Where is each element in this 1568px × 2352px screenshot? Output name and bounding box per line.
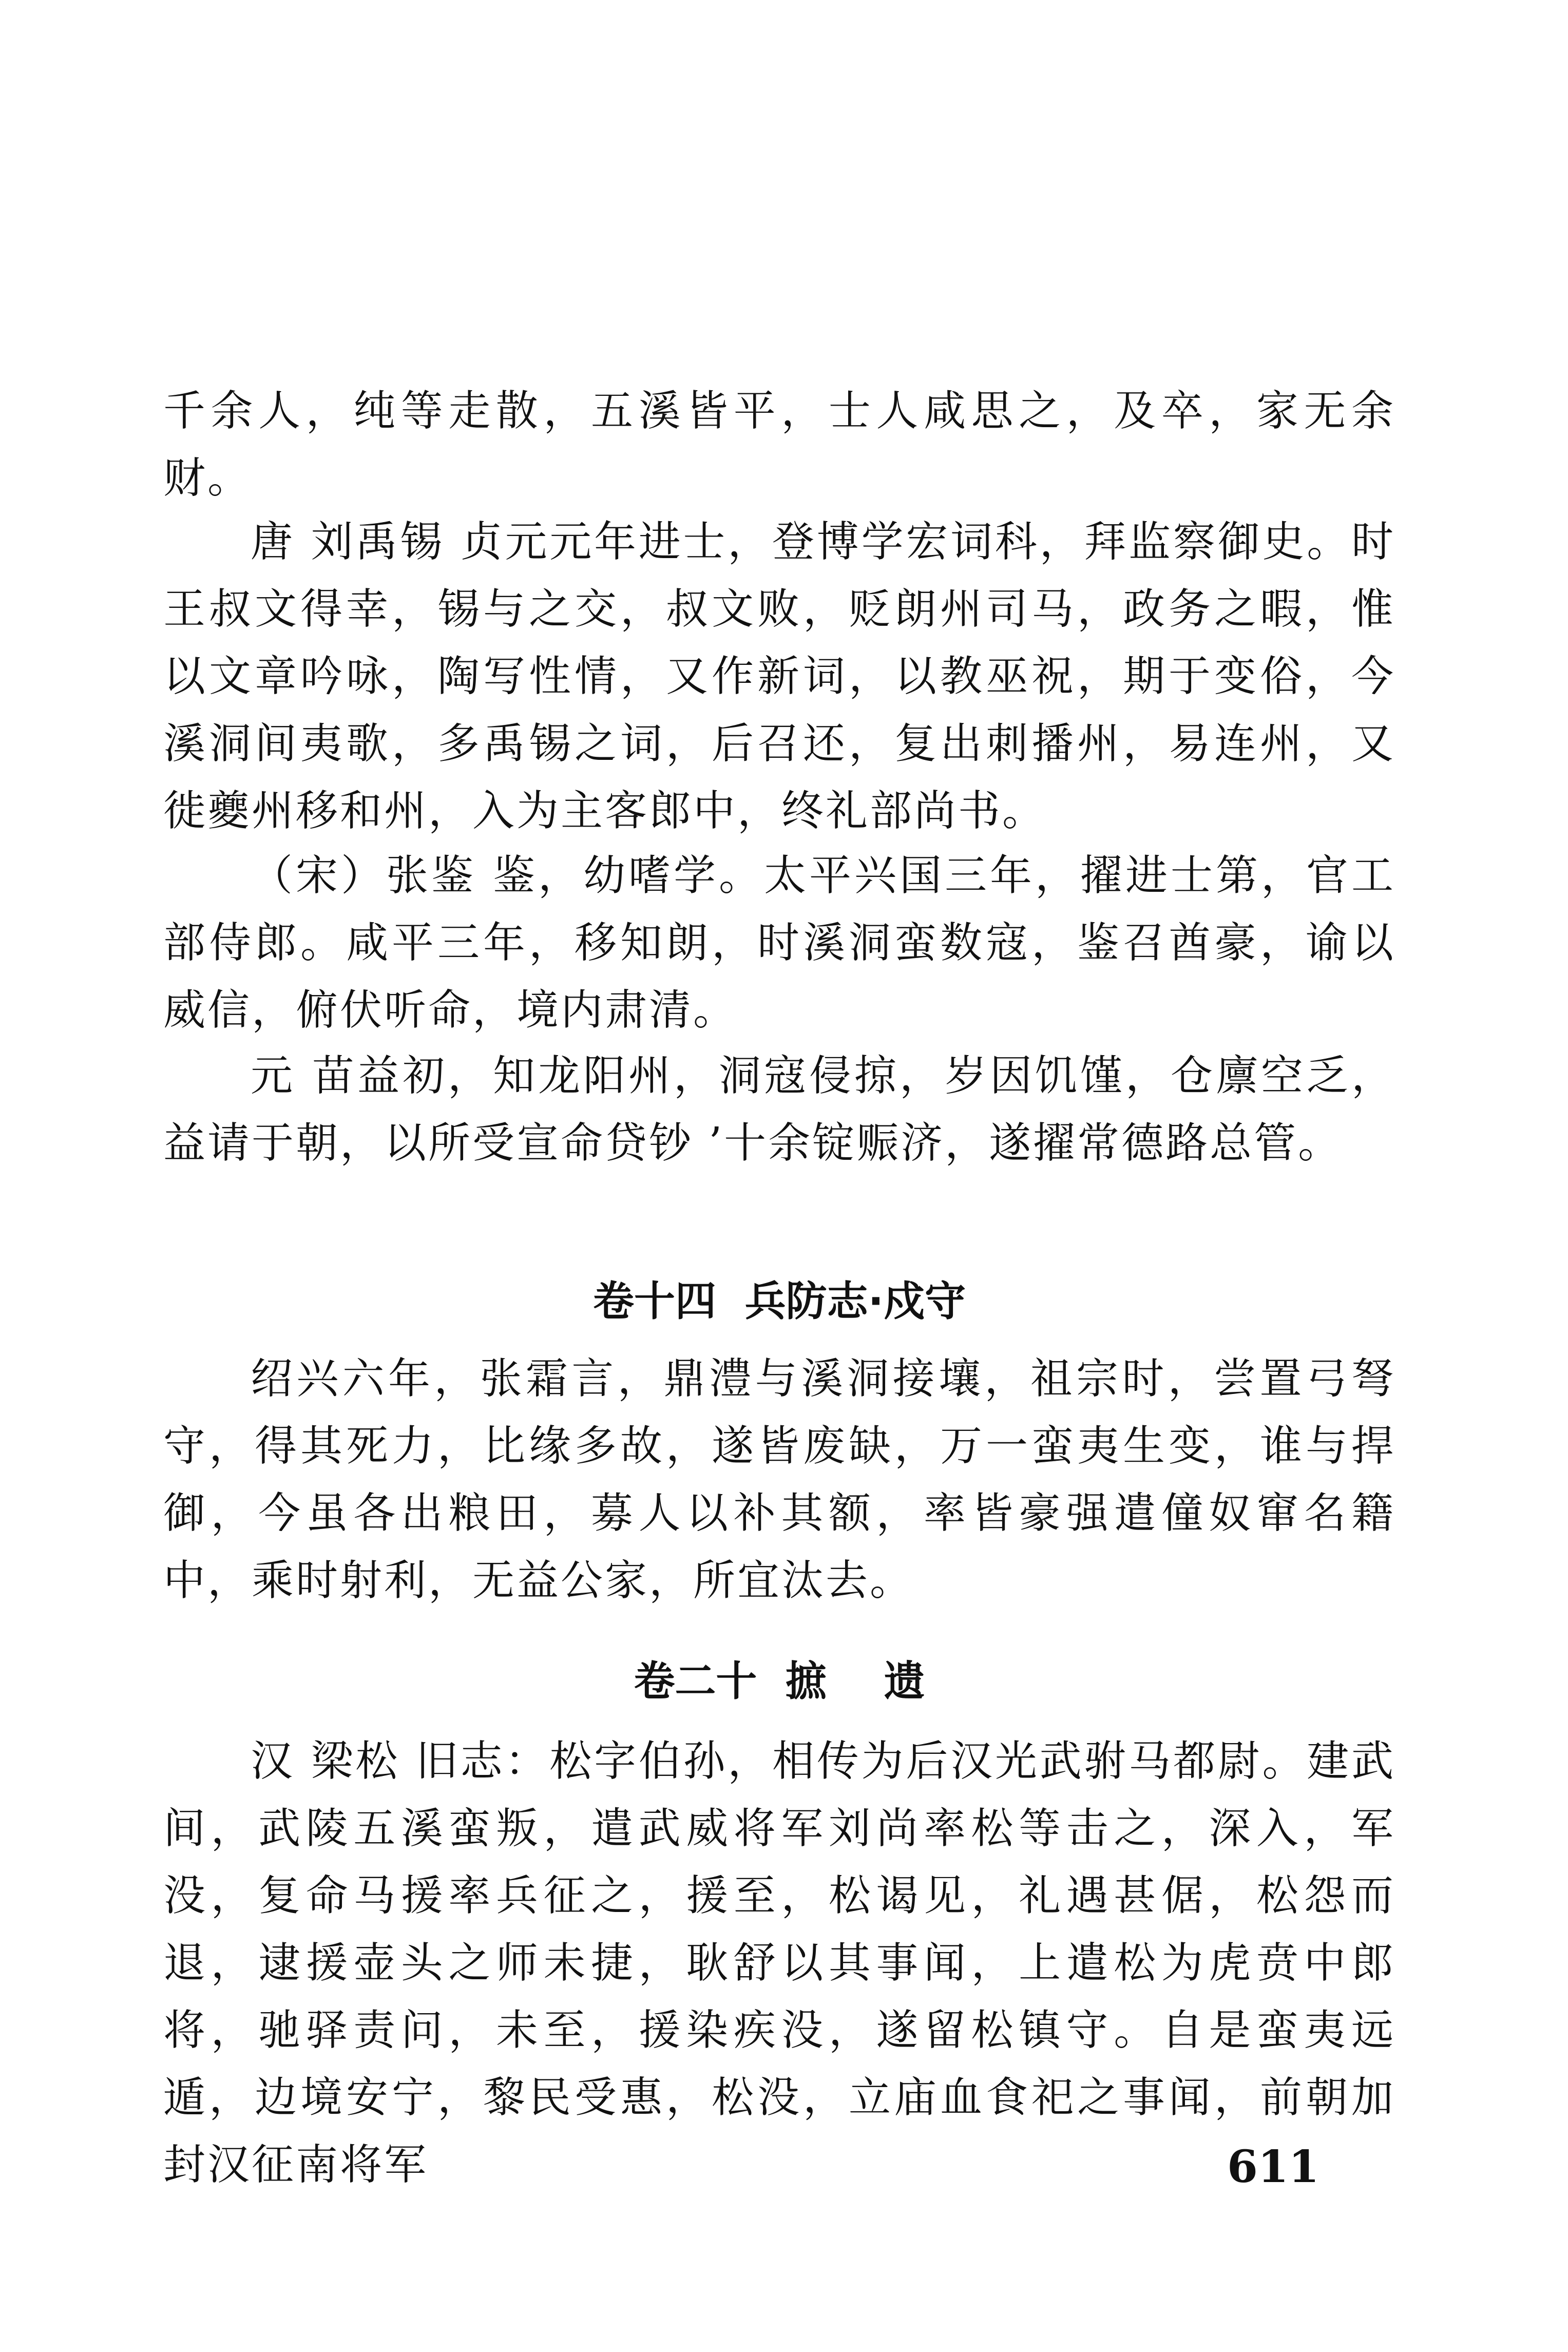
section-heading-1: 卷十四 兵防志·戍守 [592,1277,966,1325]
paragraph-2: 唐 刘禹锡 贞元元年进士，登博学宏词科，拜监察御史。时王叔文得幸，锡与之交，叔文败，贬朗州司马，政务之暇，惟以文章吟咏，陶写性情，又作新词，以教巫祝，期于变俗，今溪洞间夷歌，多禹锡之词，后召还，复出刺播州，易连州，又徙夔州移和州，入为主客郎中，终礼部尚书。 [163,518,1395,835]
paragraph-1: 千余人，纯等走散，五溪皆平，士人咸思之，及卒，家无余财。 [163,387,1395,503]
page-number: 611 [1227,2141,1320,2193]
paragraph-5: 绍兴六年，张霜言，鼎澧与溪洞接壤，祖宗时，尝置弓弩守，得其死力，比缘多故，遂皆废缺，万一蛮夷生变，谁与捍御，今虽各出粮田，募人以补其额，率皆豪强遣僮奴窜名籍中，乘时射利，无益公家，所宜汰去。 [163,1354,1395,1605]
paragraph-3: （宋）张鉴 鉴，幼嗜学。太平兴国三年，擢进士第，官工部侍郎。咸平三年，移知朗，时溪洞蛮数寇，鉴召酋豪，谕以威信，俯伏听命，境内肃清。 [163,851,1395,1035]
paragraph-4: 元 苗益初，知龙阳州，洞寇侵掠，岁因饥馑，仓廪空乏，益请于朝，以所受宣命贷钞 ’十余锭赈济，遂擢常德路总管。 [163,1051,1395,1168]
paragraph-6: 汉 梁松 旧志：松字伯孙，相传为后汉光武驸马都尉。建武间，武陵五溪蛮叛，遣武威将军刘尚率松等击之，深入，军没，复命马援率兵征之，援至，松谒见，礼遇甚倨，松怨而退，逮援壶头之师未捷，耿舒以其事闻，上遣松为虎贲中郎将，驰驿责问，未至，援染疾没，遂留松镇守。自是蛮夷远遁，边境安宁，黎民受惠，松没，立庙血食祀之事闻，前朝加封汉征南将军 [163,1737,1395,2189]
section-heading-2: 卷二十 摭 遗 [634,1657,925,1705]
